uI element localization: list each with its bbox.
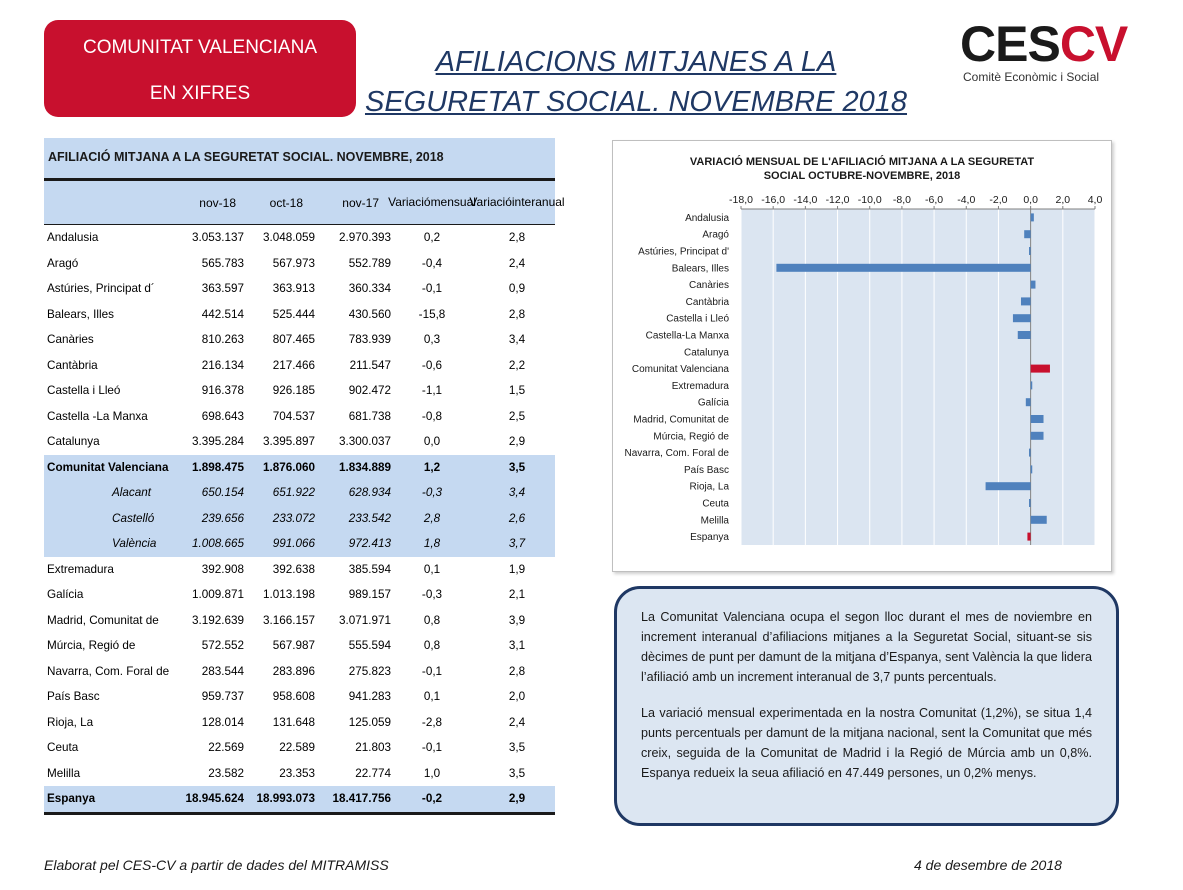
y-category-label: Cantàbria <box>685 296 729 308</box>
plot-area <box>741 209 1095 545</box>
cell-nov17: 385.594 <box>348 562 391 576</box>
cell-nov17: 941.283 <box>348 690 391 704</box>
y-category-label: Espanya <box>690 532 729 544</box>
cell-oct18: 525.444 <box>272 307 315 321</box>
x-tick-label: -12,0 <box>825 194 850 206</box>
cell-variacio-mensual: -0,1 <box>421 282 443 296</box>
cell-nov18: 392.908 <box>201 562 244 576</box>
bar <box>1031 281 1036 289</box>
cell-variacio-mensual: -0,6 <box>421 358 443 372</box>
bar <box>1024 230 1030 238</box>
cell-oct18: 363.913 <box>272 282 315 296</box>
cell-oct18: 1.876.060 <box>263 460 315 474</box>
commentary-paragraph-2: La variació mensual experimentada en la nostra Comunitat (1,2%), se situa 1,4 punts percentuals per damunt de la mitjana nacional, sent la Comunitat que més creix, seguida de la Comunitat de Madrid i la Regió de Múrcia amb un 0,8%. Espanya redueix la seua afiliació en 47.449 persones, un 0,2% menys. <box>641 706 1092 780</box>
table-row <box>44 276 555 302</box>
x-tick-label: 4,0 <box>1087 194 1103 206</box>
table-row <box>44 684 555 710</box>
cell-nov17: 783.939 <box>348 333 391 347</box>
row-region: Balears, Illes <box>47 307 114 321</box>
cell-nov17: 360.334 <box>348 282 391 296</box>
cell-variacio-mensual: 1,8 <box>423 537 441 551</box>
cell-oct18: 22.589 <box>279 741 315 755</box>
row-region: Alacant <box>112 486 151 500</box>
cell-variacio-interanual: 3,5 <box>508 766 526 780</box>
cell-nov17: 233.542 <box>348 511 391 525</box>
row-region: Ceuta <box>47 741 79 755</box>
cell-nov18: 650.154 <box>201 486 244 500</box>
cell-oct18: 567.973 <box>272 256 315 270</box>
cell-nov18: 128.014 <box>201 715 244 729</box>
table-row <box>44 633 555 659</box>
header-variacio-interanual: Variació interanual <box>469 195 565 209</box>
cell-variacio-mensual: 0,0 <box>423 435 441 449</box>
bar <box>1031 465 1033 473</box>
y-category-label: Galícia <box>697 397 729 409</box>
table-row <box>44 327 555 353</box>
cell-variacio-mensual: 2,8 <box>423 511 441 525</box>
row-region: Comunitat Valenciana <box>47 460 169 474</box>
bar <box>776 264 1030 272</box>
cell-nov18: 442.514 <box>201 307 244 321</box>
cell-variacio-mensual: 0,8 <box>423 639 441 653</box>
cell-variacio-mensual: -0,2 <box>421 792 443 806</box>
x-tick-label: 2,0 <box>1055 194 1071 206</box>
row-region: Cantàbria <box>47 358 98 372</box>
cell-nov17: 3.300.037 <box>339 435 391 449</box>
cell-nov18: 363.597 <box>201 282 244 296</box>
cell-variacio-interanual: 2,4 <box>508 715 526 729</box>
x-tick-label: -14,0 <box>793 194 818 206</box>
cell-oct18: 23.353 <box>279 766 315 780</box>
table-title: AFILIACIÓ MITJANA A LA SEGURETAT SOCIAL. NOVEMBRE, 2018 <box>44 138 555 178</box>
cell-nov18: 23.582 <box>208 766 244 780</box>
cell-variacio-interanual: 3,4 <box>508 333 526 347</box>
cell-variacio-interanual: 2,0 <box>508 690 526 704</box>
y-category-label: Ceuta <box>702 498 729 510</box>
cell-variacio-interanual: 3,4 <box>508 486 526 500</box>
cell-nov17: 681.738 <box>348 409 391 423</box>
row-region: Galícia <box>47 588 84 602</box>
chart-title-line1: VARIACIÓ MENSUAL DE L'AFILIACIÓ MITJANA A LA SEGURETAT <box>689 156 1035 168</box>
row-region: Melilla <box>47 766 81 780</box>
y-category-label: Canàries <box>688 280 729 292</box>
footer-date: 4 de desembre de 2018 <box>914 857 1062 873</box>
table-row <box>44 608 555 634</box>
cell-nov17: 972.413 <box>348 537 391 551</box>
cell-oct18: 233.072 <box>272 511 315 525</box>
header-variacio-mensual: Variació mensual <box>388 195 476 209</box>
row-region: Andalusia <box>47 231 99 245</box>
cell-nov18: 18.945.624 <box>185 792 244 806</box>
header-nov18: nov-18 <box>199 195 236 210</box>
table-row <box>44 404 555 430</box>
row-region: País Basc <box>47 690 100 704</box>
cell-variacio-interanual: 2,8 <box>508 231 526 245</box>
cell-nov17: 125.059 <box>348 715 391 729</box>
y-category-label: Astúries, Principat d' <box>638 246 729 258</box>
cell-oct18: 1.013.198 <box>263 588 315 602</box>
x-tick-label: -16,0 <box>761 194 786 206</box>
cell-oct18: 392.638 <box>272 562 315 576</box>
cell-nov17: 21.803 <box>355 741 391 755</box>
table-row <box>44 582 555 608</box>
cell-nov18: 1.898.475 <box>192 460 244 474</box>
cell-variacio-interanual: 2,5 <box>508 409 526 423</box>
bar <box>1029 499 1031 507</box>
row-region: Catalunya <box>47 435 100 449</box>
cell-variacio-interanual: 2,4 <box>508 256 526 270</box>
table-body <box>44 225 555 812</box>
cell-variacio-mensual: 0,1 <box>423 690 441 704</box>
row-region: Castelló <box>112 511 155 525</box>
cell-nov18: 3.395.284 <box>192 435 244 449</box>
cell-nov17: 2.970.393 <box>339 231 391 245</box>
cell-variacio-interanual: 3,1 <box>508 639 526 653</box>
cell-variacio-interanual: 2,2 <box>508 358 526 372</box>
table-row <box>44 710 555 736</box>
page-title <box>360 42 912 122</box>
cell-variacio-interanual: 0,9 <box>508 282 526 296</box>
table-row <box>44 659 555 685</box>
cell-oct18: 807.465 <box>272 333 315 347</box>
cell-nov18: 22.569 <box>208 741 244 755</box>
y-category-label: Balears, Illes <box>671 263 729 275</box>
y-category-label: Múrcia, Regió de <box>653 431 729 443</box>
cell-variacio-mensual: -0,1 <box>421 664 443 678</box>
cell-variacio-interanual: 3,5 <box>508 741 526 755</box>
cell-nov17: 628.934 <box>348 486 391 500</box>
commentary-box <box>614 586 1119 826</box>
bar <box>1021 297 1031 305</box>
cell-nov18: 283.544 <box>201 664 244 678</box>
y-category-label: Madrid, Comunitat de <box>633 414 729 426</box>
row-region: Aragó <box>47 256 79 270</box>
cell-variacio-interanual: 2,1 <box>508 588 526 602</box>
cell-oct18: 3.395.897 <box>263 435 315 449</box>
y-category-label: Castella-La Manxa <box>645 330 729 342</box>
row-region: Espanya <box>47 792 96 806</box>
table-row <box>44 557 555 583</box>
header-oct18: oct-18 <box>269 195 303 210</box>
y-category-label: Navarra, Com. Foral de <box>624 448 729 460</box>
logo-cv: CV <box>1059 16 1128 72</box>
cell-oct18: 926.185 <box>272 384 315 398</box>
cell-oct18: 567.987 <box>272 639 315 653</box>
cell-variacio-interanual: 2,9 <box>508 435 526 449</box>
row-region: Madrid, Comunitat de <box>47 613 159 627</box>
y-category-label: Extremadura <box>671 380 729 392</box>
cell-nov18: 3.053.137 <box>192 231 244 245</box>
cell-oct18: 3.048.059 <box>263 231 315 245</box>
bar <box>1018 331 1031 339</box>
header-region <box>44 181 178 224</box>
table-header <box>44 181 565 225</box>
y-category-label: Aragó <box>702 229 729 241</box>
cell-variacio-interanual: 2,8 <box>508 307 526 321</box>
footer-source: Elaborat pel CES-CV a partir de dades del MITRAMISS <box>44 857 389 873</box>
table-row <box>44 531 555 557</box>
cell-nov18: 572.552 <box>201 639 244 653</box>
logo-subtitle: Comitè Econòmic i Social <box>963 70 1100 84</box>
cell-nov17: 3.071.971 <box>339 613 391 627</box>
cell-nov17: 1.834.889 <box>339 460 391 474</box>
cell-variacio-interanual: 2,6 <box>508 511 526 525</box>
cell-variacio-mensual: -2,8 <box>421 715 443 729</box>
cell-nov18: 3.192.639 <box>192 613 244 627</box>
cell-nov18: 959.737 <box>201 690 244 704</box>
cell-oct18: 958.608 <box>272 690 315 704</box>
bar <box>1031 432 1044 440</box>
table-row <box>44 786 555 812</box>
cell-variacio-mensual: -0,1 <box>421 741 443 755</box>
region-badge-line1: COMUNITAT VALENCIANA <box>82 37 317 58</box>
cell-variacio-mensual: -0,3 <box>421 588 443 602</box>
x-tick-label: -18,0 <box>729 194 753 206</box>
cell-nov17: 555.594 <box>348 639 391 653</box>
chart-plot <box>613 141 1113 573</box>
cell-variacio-mensual: -0,8 <box>421 409 443 423</box>
row-region: Extremadura <box>47 562 114 576</box>
row-region: Castella i Lleó <box>47 384 121 398</box>
table-row <box>44 761 555 787</box>
bar <box>1013 314 1031 322</box>
cell-nov18: 810.263 <box>201 333 244 347</box>
cell-variacio-mensual: 0,8 <box>423 613 441 627</box>
table-row <box>44 353 555 379</box>
cell-oct18: 991.066 <box>272 537 315 551</box>
bar <box>986 482 1031 490</box>
bar <box>1031 415 1044 423</box>
cell-nov18: 216.134 <box>201 358 244 372</box>
logo-ces: CES <box>960 16 1060 72</box>
row-region: Astúries, Principat d´ <box>47 282 155 296</box>
cell-variacio-mensual: -0,3 <box>421 486 443 500</box>
cell-variacio-interanual: 3,9 <box>508 613 526 627</box>
cell-variacio-interanual: 2,9 <box>508 792 526 806</box>
bar <box>1029 449 1031 457</box>
cell-nov18: 916.378 <box>201 384 244 398</box>
cell-nov17: 211.547 <box>349 358 391 372</box>
bar <box>1027 533 1030 541</box>
cescv-logo <box>960 16 1128 88</box>
row-region: Rioja, La <box>47 715 94 729</box>
y-category-label: Castella i Lleó <box>666 313 729 325</box>
bar <box>1031 365 1050 373</box>
cell-nov17: 902.472 <box>348 384 391 398</box>
row-region: Múrcia, Regió de <box>47 639 136 653</box>
y-category-label: Melilla <box>700 515 729 527</box>
region-badge-line2: EN XIFRES <box>149 83 251 104</box>
cell-nov17: 18.417.756 <box>332 792 391 806</box>
table-row <box>44 378 555 404</box>
table-row <box>44 480 555 506</box>
x-tick-label: -4,0 <box>957 194 976 206</box>
page-title-line2: SEGURETAT SOCIAL. NOVEMBRE 2018 <box>364 86 908 118</box>
cell-variacio-mensual: 0,3 <box>423 333 441 347</box>
row-region: Canàries <box>47 333 94 347</box>
cell-nov17: 22.774 <box>355 766 391 780</box>
y-category-label: Rioja, La <box>689 481 729 493</box>
table-row <box>44 735 555 761</box>
affiliation-table <box>44 138 565 815</box>
cell-nov17: 552.789 <box>348 256 391 270</box>
page-title-line1: AFILIACIONS MITJANES A LA <box>435 46 837 78</box>
commentary-paragraph-1: La Comunitat Valenciana ocupa el segon lloc durant el mes de noviembre en increment interanual d’afiliacions mitjanes a la Seguretat Social, situant-se sis dècimes de punt per damunt de la mitjana d’Espanya, sent València la que lidera l’afiliació amb un increment interanual de 3,7 punts percentuals. <box>641 610 1092 684</box>
cell-variacio-mensual: -15,8 <box>418 307 446 321</box>
cell-nov18: 1.009.871 <box>192 588 244 602</box>
bar <box>1026 398 1031 406</box>
table-bottom-rule <box>44 812 555 815</box>
cell-nov17: 430.560 <box>348 307 391 321</box>
x-tick-label: -8,0 <box>892 194 911 206</box>
cell-variacio-mensual: -1,1 <box>421 384 443 398</box>
cell-nov18: 698.643 <box>201 409 244 423</box>
cell-variacio-mensual: 0,2 <box>423 231 441 245</box>
cell-oct18: 217.466 <box>272 358 315 372</box>
cell-nov18: 565.783 <box>201 256 244 270</box>
cell-variacio-interanual: 1,5 <box>508 384 526 398</box>
table-row <box>44 429 555 455</box>
x-tick-label: -6,0 <box>925 194 944 206</box>
x-tick-label: 0,0 <box>1023 194 1038 206</box>
header-nov17: nov-17 <box>342 195 379 210</box>
table-row <box>44 506 555 532</box>
region-badge <box>44 20 356 117</box>
row-region: Navarra, Com. Foral de <box>47 664 170 678</box>
y-category-label: Andalusia <box>685 212 729 224</box>
cell-oct18: 18.993.073 <box>256 792 315 806</box>
table-row <box>44 455 555 481</box>
cell-variacio-interanual: 3,5 <box>508 460 526 474</box>
cell-variacio-interanual: 2,8 <box>508 664 526 678</box>
cell-nov17: 275.823 <box>348 664 391 678</box>
x-tick-label: -10,0 <box>857 194 882 206</box>
cell-oct18: 131.648 <box>272 715 315 729</box>
x-tick-label: -2,0 <box>989 194 1008 206</box>
bar <box>1029 247 1031 255</box>
chart-title-line2: SOCIAL OCTUBRE-NOVEMBRE, 2018 <box>763 170 961 182</box>
cell-nov17: 989.157 <box>348 588 391 602</box>
cell-nov18: 239.656 <box>201 511 244 525</box>
cell-oct18: 651.922 <box>272 486 315 500</box>
table-row <box>44 302 555 328</box>
bar <box>1031 381 1033 389</box>
bar <box>1031 516 1047 524</box>
row-region: València <box>112 537 157 551</box>
cell-variacio-mensual: 1,0 <box>423 766 441 780</box>
cell-variacio-mensual: -0,4 <box>421 256 443 270</box>
cell-variacio-interanual: 3,7 <box>508 537 526 551</box>
cell-variacio-mensual: 1,2 <box>423 460 441 474</box>
monthly-variation-chart <box>612 140 1112 572</box>
cell-variacio-mensual: 0,1 <box>423 562 441 576</box>
table-row <box>44 251 555 277</box>
cell-oct18: 283.896 <box>272 664 315 678</box>
y-category-label: Catalunya <box>683 347 729 359</box>
row-region: Castella -La Manxa <box>47 409 148 423</box>
table-row <box>44 225 555 251</box>
cell-oct18: 3.166.157 <box>263 613 315 627</box>
cell-variacio-interanual: 1,9 <box>508 562 526 576</box>
cell-nov18: 1.008.665 <box>192 537 244 551</box>
y-category-label: País Basc <box>683 464 729 476</box>
cell-oct18: 704.537 <box>272 409 315 423</box>
y-category-label: Comunitat Valenciana <box>631 364 729 376</box>
bar <box>1031 213 1034 221</box>
